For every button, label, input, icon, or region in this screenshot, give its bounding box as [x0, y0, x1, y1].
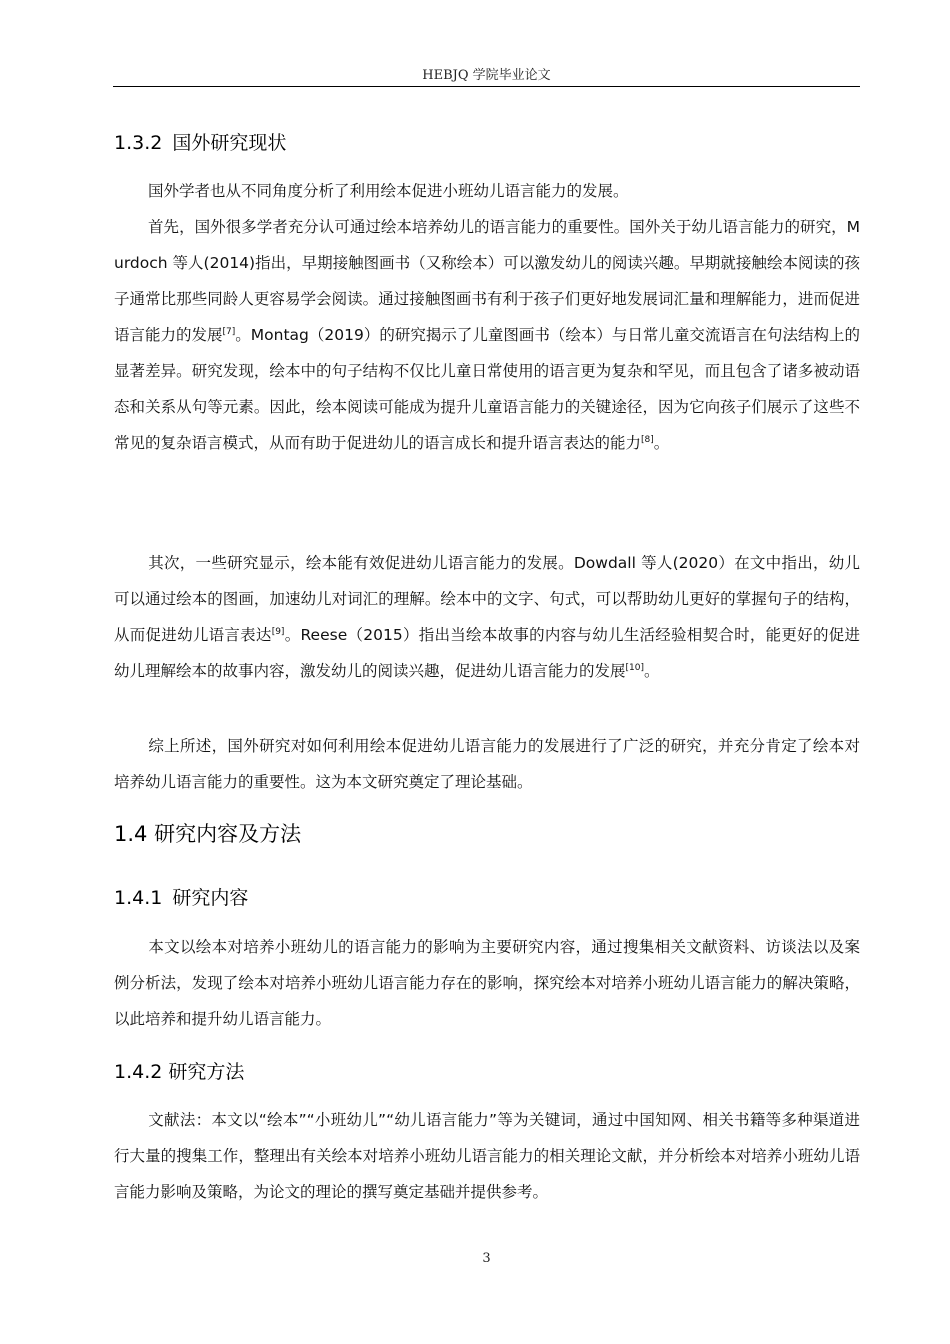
paragraph-text: 。Montag（2019）的研究揭示了儿童图画书（绘本）与日常儿童交流语言在句法结构上的显著差异。研究发现，绘本中的句子结构不仅比儿童日常使用的语言更为复杂和罕见，而且包含了诸多被动语态和关系从句等元素。因此，绘本阅读可能成为提升儿童语言能力的关键途径，因为它向孩子们展示了这些不常见的复杂语言模式，从而有助于促进幼儿的语言成长和提升语言表达的能力 [114, 326, 860, 452]
paragraph-4 [114, 728, 860, 800]
paragraph-text: 首先，国外很多学者充分认可通过绘本培养幼儿的语言能力的重要性。国外关于幼儿语言能力的研究，Murdoch 等人(2014)指出，早期接触图画书（又称绘本）可以激发幼儿的阅读兴趣。早期就接触绘本阅读的孩子通常比那些同龄人更容易学会阅读。通过接触图画书有利于孩子们更好地发展词汇量和理解能力，进而促进语言能力的发展 [114, 218, 860, 344]
heading-number: 1.3.2 [114, 132, 163, 154]
page-number: 3 [482, 1251, 491, 1266]
paragraph-text: 。 [653, 434, 670, 452]
heading-number: 1.4.1 [114, 887, 163, 909]
paragraph-6 [114, 1102, 860, 1210]
paragraph-text: 。Reese（2015）指出当绘本故事的内容与幼儿生活经验相契合时，能更好的促进幼儿理解绘本的故事内容，激发幼儿的阅读兴趣，促进幼儿语言能力的发展 [114, 626, 860, 680]
paragraph-text: 其次，一些研究显示，绘本能有效促进幼儿语言能力的发展。Dowdall 等人(2020）在文中指出，幼儿可以通过绘本的图画，加速幼儿对词汇的理解。绘本中的文字、句式，可以帮助幼儿更好的掌握句子的结构，从而促进幼儿语言表达 [114, 554, 860, 644]
heading-1-4: 1.4 研究内容及方法 [114, 822, 302, 846]
citation-7: [7] [222, 327, 236, 337]
paragraph-1 [114, 173, 860, 209]
paragraph-2 [114, 209, 860, 461]
heading-1-4-1 [114, 883, 248, 910]
heading-1-3-2 [114, 128, 286, 155]
header-rule [113, 86, 860, 87]
citation-9: [9] [271, 627, 285, 637]
paragraph-text: 本文以绘本对培养小班幼儿的语言能力的影响为主要研究内容，通过搜集相关文献资料、访谈法以及案例分析法，发现了绘本对培养小班幼儿语言能力存在的影响，探究绘本对培养小班幼儿语言能力的解决策略，以此培养和提升幼儿语言能力。 [114, 938, 860, 1028]
paragraph-3 [114, 545, 860, 689]
paragraph-text: 。 [644, 662, 660, 680]
heading-title: 国外研究现状 [172, 132, 287, 154]
running-header: HEBJQ 学院毕业论文 [422, 68, 551, 83]
heading-1-4-2: 1.4.2 研究方法 [114, 1061, 245, 1083]
paragraph-text: 文献法：本文以“绘本”“小班幼儿”“幼儿语言能力”等为关键词，通过中国知网、相关书籍等多种渠道进行大量的搜集工作，整理出有关绘本对培养小班幼儿语言能力的相关理论文献，并分析绘本对培养小班幼儿语言能力影响及策略，为论文的理论的撰写奠定基础并提供参考。 [114, 1111, 860, 1201]
heading-title: 研究内容 [172, 887, 249, 909]
citation-10: [10] [625, 663, 644, 673]
paragraph-text: 综上所述，国外研究对如何利用绘本促进幼儿语言能力的发展进行了广泛的研究，并充分肯定了绘本对培养幼儿语言能力的重要性。这为本文研究奠定了理论基础。 [114, 737, 860, 791]
paragraph-text: 国外学者也从不同角度分析了利用绘本促进小班幼儿语言能力的发展。 [148, 182, 629, 200]
citation-8: [8] [641, 435, 654, 445]
paragraph-5 [114, 929, 860, 1037]
